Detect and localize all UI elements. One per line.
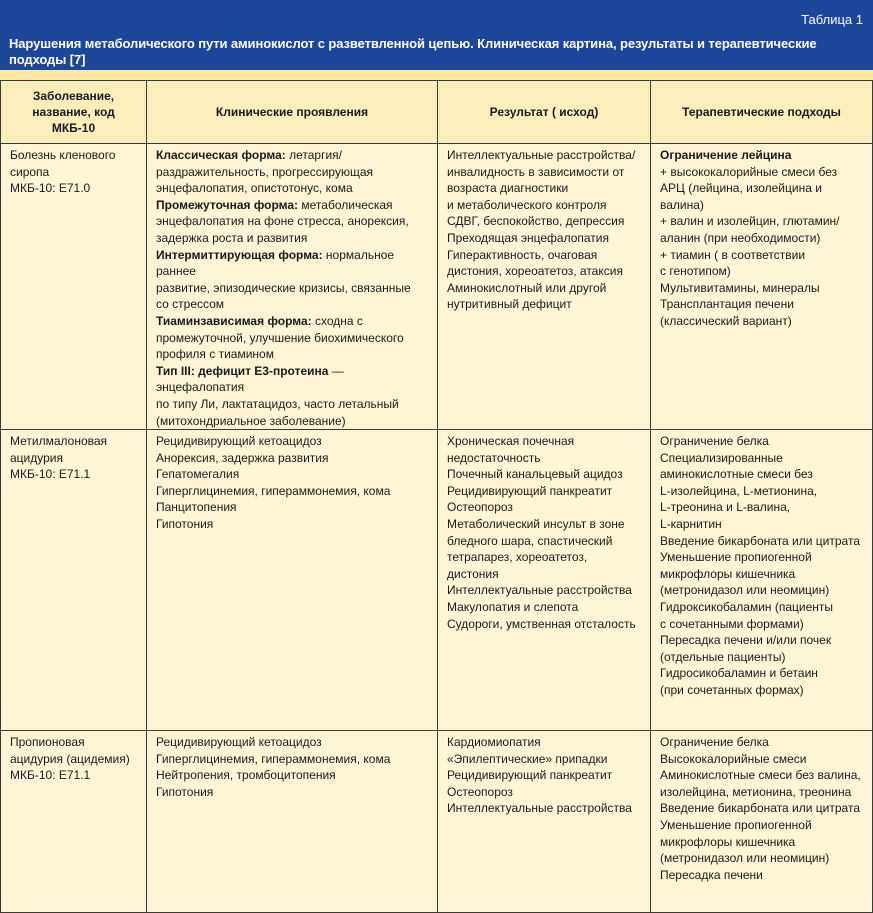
clinical-line bbox=[156, 197, 427, 214]
line-text: Ограничение белка bbox=[660, 434, 769, 449]
line-text: аминокислотные смеси без bbox=[660, 467, 813, 482]
header-band bbox=[0, 70, 873, 80]
line-text: летаргия/ bbox=[285, 148, 342, 162]
therapy-line bbox=[660, 767, 862, 784]
therapy-line bbox=[660, 616, 862, 633]
line-text: + тиамин ( в соответствии bbox=[660, 247, 806, 262]
therapy-line bbox=[660, 834, 862, 851]
outcome-line: Рецидивирующий панкреатит bbox=[447, 483, 613, 498]
line-text: со стрессом bbox=[156, 297, 225, 312]
line-text: Гипотония bbox=[156, 517, 214, 532]
clinical-line bbox=[156, 164, 427, 181]
outcome-line: Судороги, умственная отсталость bbox=[447, 616, 636, 631]
therapy-line bbox=[660, 230, 862, 247]
therapy-line bbox=[660, 483, 862, 500]
therapy-line bbox=[660, 263, 862, 280]
clinical-cell bbox=[147, 144, 438, 430]
line-text: Трансплантация печени bbox=[660, 297, 794, 312]
clinical-line bbox=[156, 734, 427, 751]
line-text: профиля с тиамином bbox=[156, 347, 274, 362]
bold-label: Тип III: дефицит Е3-протеина bbox=[156, 363, 329, 378]
disease-line: ацидурия bbox=[10, 450, 63, 465]
column-header-outcome: Результат ( исход) bbox=[438, 81, 651, 144]
clinical-line bbox=[156, 213, 427, 230]
therapy-line bbox=[660, 867, 862, 884]
therapy-line bbox=[660, 632, 862, 649]
outcome-line: Рецидивирующий панкреатит bbox=[447, 768, 613, 783]
line-text: Введение бикарбоната или цитрата bbox=[660, 533, 860, 548]
therapy-line bbox=[660, 599, 862, 616]
outcome-line: Макулопатия и слепота bbox=[447, 600, 579, 615]
outcome-line: тетрапарез, хореоатетоз, bbox=[447, 550, 588, 565]
table-header bbox=[0, 0, 873, 70]
line-text: сходна с bbox=[311, 313, 363, 328]
line-text: Аминокислотные смеси без валина, bbox=[660, 768, 861, 783]
line-text: (классический вариант) bbox=[660, 313, 792, 328]
line-text: микрофлоры кишечника bbox=[660, 834, 796, 849]
therapy-line bbox=[660, 197, 862, 214]
column-header-row bbox=[1, 81, 873, 144]
outcome-line: Интеллектуальные расстройства bbox=[447, 583, 632, 598]
line-text: Гидроксикобаламин (пациенты bbox=[660, 600, 834, 615]
therapy-line bbox=[660, 582, 862, 599]
line-text: L-треонина и L-валина, bbox=[660, 500, 791, 515]
therapy-line bbox=[660, 296, 862, 313]
outcome-line: недостаточность bbox=[447, 450, 541, 465]
outcome-line: Интеллектуальные расстройства/ bbox=[447, 148, 636, 162]
line-text: с генотипом) bbox=[660, 264, 731, 279]
therapy-line bbox=[660, 784, 862, 801]
therapy-line bbox=[660, 649, 862, 666]
line-text: Гиперглицинемия, гипераммонемия, кома bbox=[156, 751, 391, 766]
line-text: Рецидивирующий кетоацидоз bbox=[156, 434, 322, 449]
outcome-line: Гиперактивность, очаговая bbox=[447, 247, 598, 262]
bold-label: Интермиттирующая форма: bbox=[156, 247, 323, 262]
column-header-clinical: Клинические проявления bbox=[147, 81, 438, 144]
therapy-line bbox=[660, 665, 862, 682]
therapy-cell bbox=[651, 430, 873, 731]
line-text: Уменьшение пропиогенной bbox=[660, 550, 812, 565]
clinical-line bbox=[156, 516, 427, 533]
line-text: валина) bbox=[660, 197, 704, 212]
clinical-cell bbox=[147, 731, 438, 913]
outcome-line: Кардиомиопатия bbox=[447, 735, 541, 750]
column-header-disease: Заболевание, название, код МКБ-10 bbox=[1, 81, 147, 144]
disease-cell bbox=[1, 430, 147, 731]
clinical-line bbox=[156, 247, 427, 280]
outcome-line: Почечный канальцевый ацидоз bbox=[447, 467, 623, 482]
outcome-line: СДВГ, беспокойство, депрессия bbox=[447, 214, 625, 229]
therapy-line bbox=[660, 313, 862, 330]
therapy-line bbox=[660, 734, 862, 751]
clinical-line bbox=[156, 784, 427, 801]
clinical-line bbox=[156, 346, 427, 363]
therapy-line bbox=[660, 450, 862, 467]
line-text: энцефалопатия, опистотонус, кома bbox=[156, 181, 353, 196]
line-text: АРЦ (лейцина, изолейцина и bbox=[660, 181, 822, 196]
line-text: метаболическая bbox=[298, 197, 393, 212]
line-text: (метронидазол или неомицин) bbox=[660, 583, 830, 598]
therapy-line bbox=[660, 566, 862, 583]
line-text: Пересадка печени и/или почек bbox=[660, 633, 832, 648]
clinical-line bbox=[156, 363, 427, 396]
disease-line: ацидурия (ацидемия) bbox=[10, 751, 130, 766]
outcome-line: Остеопороз bbox=[447, 500, 513, 515]
clinical-line bbox=[156, 450, 427, 467]
line-text: нормальное раннее bbox=[156, 247, 395, 279]
therapy-line bbox=[660, 549, 862, 566]
line-text: Нейтропения, тромбоцитопения bbox=[156, 768, 336, 783]
disease-line: Болезнь кленового bbox=[10, 148, 116, 162]
line-text: Высококалорийные смеси bbox=[660, 751, 807, 766]
table-row bbox=[1, 731, 873, 913]
therapy-line bbox=[660, 800, 862, 817]
clinical-line bbox=[156, 330, 427, 347]
outcome-line: Интеллектуальные расстройства bbox=[447, 801, 632, 816]
line-text: с сочетанными формами) bbox=[660, 616, 804, 631]
disease-line: сиропа bbox=[10, 164, 50, 179]
outcome-cell bbox=[438, 731, 651, 913]
therapy-line bbox=[660, 180, 862, 197]
line-text: (метронидазол или неомицин) bbox=[660, 851, 830, 866]
outcome-line: Хроническая почечная bbox=[447, 434, 575, 449]
line-text: микрофлоры кишечника bbox=[660, 566, 796, 581]
clinical-line bbox=[156, 499, 427, 516]
line-text: Гиперглицинемия, гипераммонемия, кома bbox=[156, 483, 391, 498]
clinical-line bbox=[156, 466, 427, 483]
therapy-cell bbox=[651, 144, 873, 430]
column-header-therapy: Терапевтические подходы bbox=[651, 81, 873, 144]
bold-label: Тиаминзависимая форма: bbox=[156, 313, 312, 328]
disease-cell bbox=[1, 731, 147, 913]
therapy-line bbox=[660, 533, 862, 550]
data-table bbox=[0, 80, 873, 913]
clinical-line bbox=[156, 396, 427, 413]
clinical-line bbox=[156, 433, 427, 450]
line-text: Панцитопения bbox=[156, 500, 237, 515]
therapy-line bbox=[660, 751, 862, 768]
bold-label: Промежуточная форма: bbox=[156, 197, 299, 212]
therapy-line bbox=[660, 499, 862, 516]
table-row bbox=[1, 430, 873, 731]
line-text: Специализированные bbox=[660, 450, 783, 465]
line-text: раздражительность, прогрессирующая bbox=[156, 164, 373, 179]
therapy-line bbox=[660, 466, 862, 483]
line-text: энцефалопатия на фоне стресса, анорексия, bbox=[156, 214, 409, 229]
line-text: Ограничение белка bbox=[660, 735, 769, 750]
bold-label: Ограничение лейцина bbox=[660, 148, 792, 162]
outcome-line: бледного шара, спастический bbox=[447, 533, 613, 548]
line-text: Рецидивирующий кетоацидоз bbox=[156, 735, 322, 750]
line-text: развитие, эпизодические кризисы, связанные bbox=[156, 280, 411, 295]
clinical-line bbox=[156, 751, 427, 768]
disease-line: МКБ-10: Е71.0 bbox=[10, 181, 91, 196]
outcome-cell bbox=[438, 144, 651, 430]
therapy-line bbox=[660, 280, 862, 297]
table-body bbox=[1, 144, 873, 913]
disease-cell bbox=[1, 144, 147, 430]
line-text: L-карнитин bbox=[660, 517, 722, 532]
disease-line: Пропионовая bbox=[10, 735, 85, 750]
bold-label: Классическая форма: bbox=[156, 148, 286, 162]
clinical-line bbox=[156, 767, 427, 784]
line-text: по типу Ли, лактатацидоз, часто летальный bbox=[156, 396, 399, 411]
line-text: Пересадка печени bbox=[660, 867, 763, 882]
clinical-line bbox=[156, 180, 427, 197]
therapy-line bbox=[660, 817, 862, 834]
clinical-line bbox=[156, 147, 427, 164]
clinical-line bbox=[156, 313, 427, 330]
line-text: (отдельные пациенты) bbox=[660, 649, 786, 664]
table-number: Таблица 1 bbox=[801, 12, 863, 27]
outcome-line: и метаболического контроля bbox=[447, 197, 607, 212]
line-text: Введение бикарбоната или цитрата bbox=[660, 801, 860, 816]
clinical-line bbox=[156, 413, 427, 430]
therapy-line bbox=[660, 682, 862, 699]
line-text: — энцефалопатия bbox=[156, 363, 344, 395]
outcome-line: нутритивный дефицит bbox=[447, 297, 572, 312]
therapy-line bbox=[660, 147, 862, 164]
line-text: задержка роста и развития bbox=[156, 230, 308, 245]
line-text: промежуточной, улучшение биохимического bbox=[156, 330, 404, 345]
disease-line: Метилмалоновая bbox=[10, 434, 108, 449]
line-text: Анорексия, задержка развития bbox=[156, 450, 329, 465]
line-text: изолейцина, метионина, треонина bbox=[660, 784, 852, 799]
line-text: Гипотония bbox=[156, 784, 214, 799]
line-text: Мультивитамины, минералы bbox=[660, 280, 820, 295]
outcome-line: Преходящая энцефалопатия bbox=[447, 230, 609, 245]
outcome-line: Аминокислотный или другой bbox=[447, 280, 607, 295]
therapy-cell bbox=[651, 731, 873, 913]
disease-line: МКБ-10: Е71.1 bbox=[10, 467, 91, 482]
clinical-line bbox=[156, 483, 427, 500]
outcome-line: дистония, хореоатетоз, атаксия bbox=[447, 264, 623, 279]
outcome-line: Метаболический инсульт в зоне bbox=[447, 517, 625, 532]
line-text: Уменьшение пропиогенной bbox=[660, 818, 812, 833]
clinical-line bbox=[156, 230, 427, 247]
line-text: L-изолейцина, L-метионина, bbox=[660, 483, 818, 498]
line-text: (при сочетанных формах) bbox=[660, 683, 804, 697]
line-text: + высококалорийные смеси без bbox=[660, 164, 838, 179]
therapy-line bbox=[660, 247, 862, 264]
line-text: Гепатомегалия bbox=[156, 467, 240, 482]
clinical-line bbox=[156, 296, 427, 313]
table-caption: Нарушения метаболического пути аминокислот с разветвленной цепью. Клиническая картина, результаты и терапевтические подходы [7] bbox=[9, 36, 817, 67]
disease-line: МКБ-10: Е71.1 bbox=[10, 768, 91, 783]
outcome-line: дистония bbox=[447, 566, 499, 581]
line-text: аланин (при необходимости) bbox=[660, 230, 821, 245]
therapy-line bbox=[660, 850, 862, 867]
therapy-line bbox=[660, 164, 862, 181]
outcome-line: возраста диагностики bbox=[447, 181, 569, 196]
line-text: + валин и изолейцин, глютамин/ bbox=[660, 214, 840, 229]
therapy-line bbox=[660, 516, 862, 533]
line-text: Гидросикобаламин и бетаин bbox=[660, 666, 818, 681]
line-text: (митохондриальное заболевание) bbox=[156, 413, 346, 428]
outcome-line: Остеопороз bbox=[447, 784, 513, 799]
outcome-line: «Эпилептические» припадки bbox=[447, 751, 608, 766]
clinical-line bbox=[156, 280, 427, 297]
therapy-line bbox=[660, 433, 862, 450]
therapy-line bbox=[660, 213, 862, 230]
outcome-line: инвалидность в зависимости от bbox=[447, 164, 625, 179]
table-row bbox=[1, 144, 873, 430]
outcome-cell bbox=[438, 430, 651, 731]
clinical-cell bbox=[147, 430, 438, 731]
